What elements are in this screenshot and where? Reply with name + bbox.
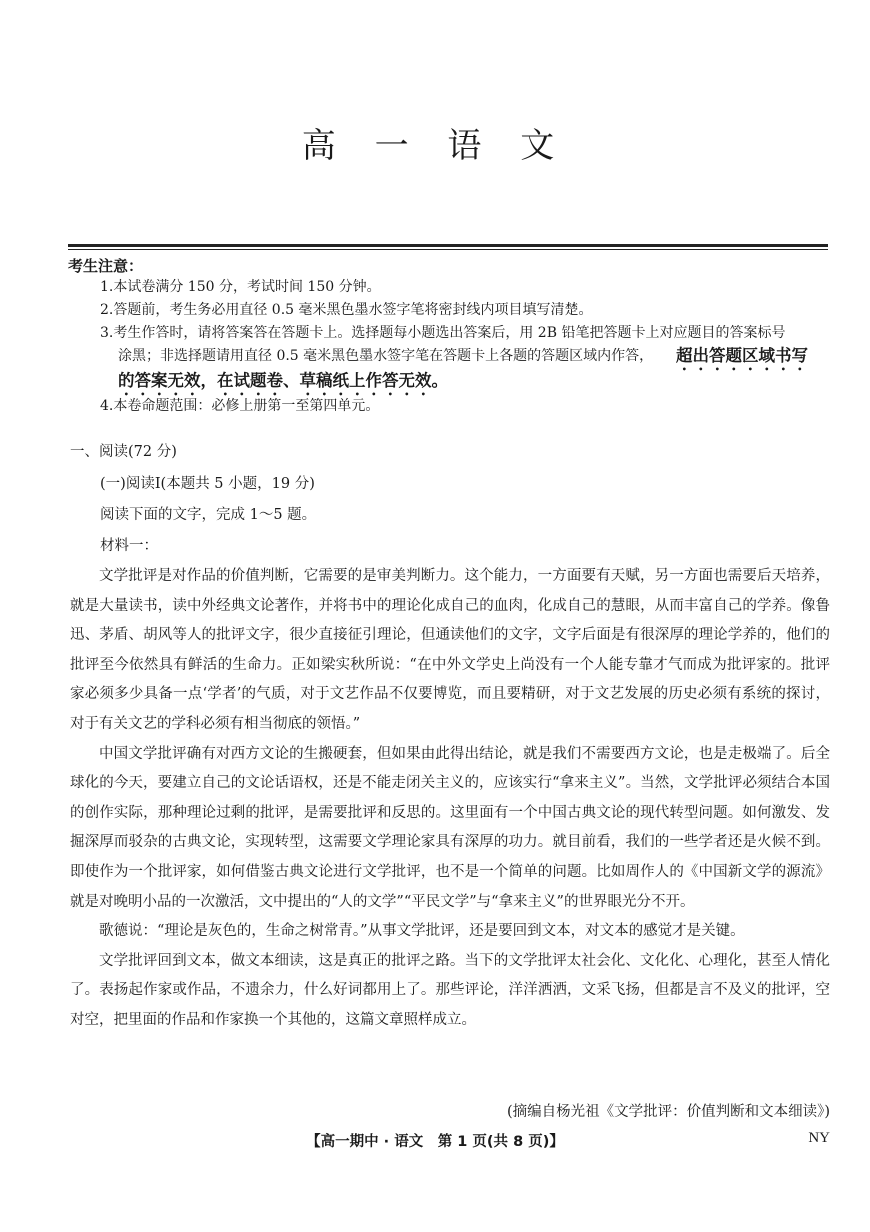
notice-heading: 考生注意： <box>68 257 144 275</box>
notice-item-4: 4.本卷命题范围：必修上册第一至第四单元。 <box>100 398 380 414</box>
page-title: 高 一 语 文 <box>301 126 569 166</box>
notice-item-2: 2.答题前，考生务必用直径 0.5 毫米黑色墨水签字笔将密封线内项目填写清楚。 <box>100 302 593 318</box>
notice-emphasis-1: 超出答题区域书写 <box>676 346 808 365</box>
paragraph-3: 歌德说：“理论是灰色的，生命之树常青。”从事文学批评，还是要回到文本，对文本的感觉才是关键。 <box>99 923 745 940</box>
notice-item-3-line-2: 涂黑；非选择题请用直径 0.5 毫米黑色墨水签字笔在答题卡上各题的答题区域内作答， <box>118 348 654 364</box>
paragraph-1: 文学批评是对作品的价值判断，它需要的是审美判断力。这个能力，一方面要有天赋，另一方面也需要后天培养，就是大量读书，读中外经典文论著作，并将书中的理论化成自己的血肉，化成自己的慧眼，从而丰富自己的学养。像鲁迅、茅盾、胡风等人的批评文字，很少直接征引理论，但通读他们的文字，文字后面是有很深厚的理论学养的，他们的批评至今依然具有鲜活的生命力。正如梁实秋所说：“在中外文学史上尚没有一个人能专靠才气而成为批评家的。批评家必须多少具备一点‘学者’的气质，对于文艺作品不仅要博览，而且要精研，对于文艺发展的历史必须有系统的探讨，对于有关文艺的学科必须有相当彻底的领悟。” <box>70 568 830 732</box>
notice-emphasis-2: 的答案无效，在试题卷、草稿纸上作答无效。 <box>118 371 448 390</box>
header-rule-thin <box>68 249 828 250</box>
footer-code: NY <box>808 1130 830 1146</box>
paragraph-2: 中国文学批评确有对西方文论的生搬硬套，但如果由此得出结论，就是我们不需要西方文论，也是走极端了。后全球化的今天，要建立自己的文论话语权，还是不能走闭关主义的，应该实行“拿来主义”。当然，文学批评必须结合本国的创作实际，那种理论过剩的批评，是需要批评和反思的。这里面有一个中国古典文论的现代转型问题。如何激发、发掘深厚而驳杂的古典文论，实现转型，这需要文学理论家具有深厚的功力。就目前看，我们的一些学者还是火候不到。即使作为一个批评家，如何借鉴古典文论进行文学批评，也不是一个简单的问题。比如周作人的《中国新文学的源流》就是对晚明小品的一次激活，文中提出的“人的文学”“平民文学”与“拿来主义”的世界眼光分不开。 <box>70 745 830 910</box>
material-label: 材料一： <box>100 538 158 554</box>
passage-body <box>70 562 830 1036</box>
subsection-heading: (一)阅读Ⅰ(本题共 5 小题，19 分) <box>100 476 315 492</box>
source-citation: (摘编自杨光祖《文学批评：价值判断和文本细读》) <box>506 1104 830 1120</box>
section-heading: 一、阅读(72 分) <box>70 444 177 460</box>
header-rule <box>68 244 828 247</box>
instruction: 阅读下面的文字，完成 1～5 题。 <box>100 507 317 523</box>
notice-item-1: 1.本试卷满分 150 分，考试时间 150 分钟。 <box>100 279 381 295</box>
page-footer: 【高一期中 · 语文 第 1 页(共 8 页)】 <box>306 1134 564 1150</box>
notice-item-3-line-1: 3.考生作答时，请将答案答在答题卡上。选择题每小题选出答案后，用 2B 铅笔把答题卡上对应题目的答案标号 <box>100 325 786 341</box>
paragraph-4: 文学批评回到文本，做文本细读，这是真正的批评之路。当下的文学批评太社会化、文化化、心理化，甚至人情化了。表扬起作家或作品，不遗余力，什么好词都用上了。那些评论，洋洋洒洒，文采飞扬，但都是言不及义的批评，空对空，把里面的作品和作家换一个其他的，这篇文章照样成立。 <box>70 952 830 1028</box>
